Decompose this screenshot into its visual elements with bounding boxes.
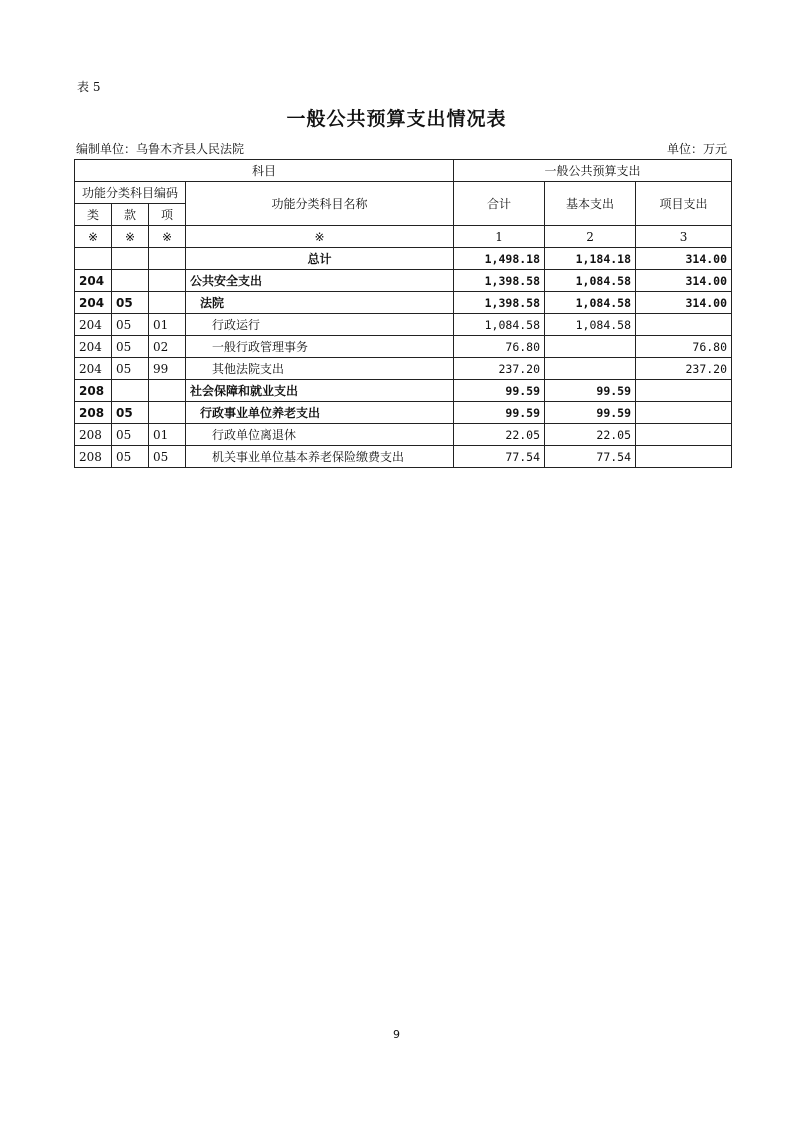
cell-xiang: 99 bbox=[149, 358, 186, 380]
cell-project: 237.20 bbox=[636, 358, 732, 380]
cell-project bbox=[636, 314, 732, 336]
cell-basic: 1,084.58 bbox=[545, 292, 636, 314]
cell-xiang: 01 bbox=[149, 424, 186, 446]
cell-project bbox=[636, 402, 732, 424]
cell-basic: 1,084.58 bbox=[545, 270, 636, 292]
compiling-unit: 编制单位：乌鲁木齐县人民法院 bbox=[76, 142, 245, 156]
header-total: 合计 bbox=[454, 182, 545, 226]
cell-xiang bbox=[149, 292, 186, 314]
cell-total: 22.05 bbox=[454, 424, 545, 446]
cell-total: 1,398.58 bbox=[454, 292, 545, 314]
mark-cell: ※ bbox=[112, 226, 149, 248]
cell-basic bbox=[545, 336, 636, 358]
cell-name: 行政事业单位养老支出 bbox=[186, 402, 454, 424]
cell-project bbox=[636, 446, 732, 468]
cell-lei: 204 bbox=[75, 270, 112, 292]
cell-lei: 204 bbox=[75, 314, 112, 336]
cell-name: 一般行政管理事务 bbox=[186, 336, 454, 358]
table-row bbox=[75, 270, 732, 292]
header-function-name: 功能分类科目名称 bbox=[186, 182, 454, 226]
cell-lei: 208 bbox=[75, 446, 112, 468]
cell-name: 其他法院支出 bbox=[186, 358, 454, 380]
cell-name: 公共安全支出 bbox=[186, 270, 454, 292]
cell-lei: 208 bbox=[75, 380, 112, 402]
cell-name: 行政单位离退休 bbox=[186, 424, 454, 446]
table-label: 表 5 bbox=[77, 80, 101, 94]
cell-basic: 1,084.58 bbox=[545, 314, 636, 336]
cell-total: 1,398.58 bbox=[454, 270, 545, 292]
mark-cell: ※ bbox=[186, 226, 454, 248]
cell-lei: 208 bbox=[75, 402, 112, 424]
cell-name: 机关事业单位基本养老保险缴费支出 bbox=[186, 446, 454, 468]
cell-project bbox=[636, 380, 732, 402]
cell-xiang bbox=[149, 402, 186, 424]
total-basic: 1,184.18 bbox=[545, 248, 636, 270]
cell-name: 法院 bbox=[186, 292, 454, 314]
total-amount: 1,498.18 bbox=[454, 248, 545, 270]
cell-lei: 204 bbox=[75, 358, 112, 380]
page-title: 一般公共预算支出情况表 bbox=[286, 108, 507, 130]
total-project: 314.00 bbox=[636, 248, 732, 270]
column-number-2: 2 bbox=[545, 226, 636, 248]
cell-xiang: 05 bbox=[149, 446, 186, 468]
cell-total: 99.59 bbox=[454, 380, 545, 402]
header-function-code: 功能分类科目编码 bbox=[75, 182, 186, 204]
cell-project: 314.00 bbox=[636, 292, 732, 314]
cell-basic: 77.54 bbox=[545, 446, 636, 468]
budget-expenditure-table bbox=[74, 159, 732, 468]
header-budget-expense: 一般公共预算支出 bbox=[454, 160, 732, 182]
cell-basic: 99.59 bbox=[545, 402, 636, 424]
cell-kuan: 05 bbox=[112, 402, 149, 424]
cell-xiang bbox=[149, 270, 186, 292]
cell-total: 1,084.58 bbox=[454, 314, 545, 336]
cell-kuan: 05 bbox=[112, 314, 149, 336]
cell-lei: 204 bbox=[75, 292, 112, 314]
cell-project: 314.00 bbox=[636, 270, 732, 292]
cell-project bbox=[636, 424, 732, 446]
table-row bbox=[75, 314, 732, 336]
table-row bbox=[75, 358, 732, 380]
table-row bbox=[75, 380, 732, 402]
cell-lei: 208 bbox=[75, 424, 112, 446]
table-row bbox=[75, 446, 732, 468]
cell-xiang: 02 bbox=[149, 336, 186, 358]
header-xiang: 项 bbox=[149, 204, 186, 226]
table-row bbox=[75, 424, 732, 446]
cell-xiang bbox=[149, 380, 186, 402]
cell-total: 237.20 bbox=[454, 358, 545, 380]
mark-cell: ※ bbox=[75, 226, 112, 248]
cell-name: 社会保障和就业支出 bbox=[186, 380, 454, 402]
header-basic: 基本支出 bbox=[545, 182, 636, 226]
header-subject: 科目 bbox=[75, 160, 454, 182]
header-lei: 类 bbox=[75, 204, 112, 226]
cell-kuan: 05 bbox=[112, 292, 149, 314]
total-label: 总计 bbox=[186, 248, 454, 270]
cell-kuan bbox=[112, 270, 149, 292]
table-row bbox=[75, 336, 732, 358]
cell-kuan: 05 bbox=[112, 424, 149, 446]
page-number: 9 bbox=[393, 1028, 400, 1041]
table-row bbox=[75, 292, 732, 314]
cell-total: 77.54 bbox=[454, 446, 545, 468]
total-row bbox=[75, 248, 732, 270]
table-row bbox=[75, 402, 732, 424]
header-project: 项目支出 bbox=[636, 182, 732, 226]
cell-lei: 204 bbox=[75, 336, 112, 358]
cell-total: 99.59 bbox=[454, 402, 545, 424]
cell-kuan: 05 bbox=[112, 336, 149, 358]
header-kuan: 款 bbox=[112, 204, 149, 226]
cell-basic bbox=[545, 358, 636, 380]
cell-project: 76.80 bbox=[636, 336, 732, 358]
cell-total: 76.80 bbox=[454, 336, 545, 358]
cell-kuan: 05 bbox=[112, 446, 149, 468]
cell-kuan: 05 bbox=[112, 358, 149, 380]
currency-unit: 单位：万元 bbox=[666, 142, 727, 156]
cell-name: 行政运行 bbox=[186, 314, 454, 336]
cell-basic: 22.05 bbox=[545, 424, 636, 446]
cell-basic: 99.59 bbox=[545, 380, 636, 402]
column-number-1: 1 bbox=[454, 226, 545, 248]
mark-cell: ※ bbox=[149, 226, 186, 248]
cell-kuan bbox=[112, 380, 149, 402]
cell-xiang: 01 bbox=[149, 314, 186, 336]
column-number-3: 3 bbox=[636, 226, 732, 248]
